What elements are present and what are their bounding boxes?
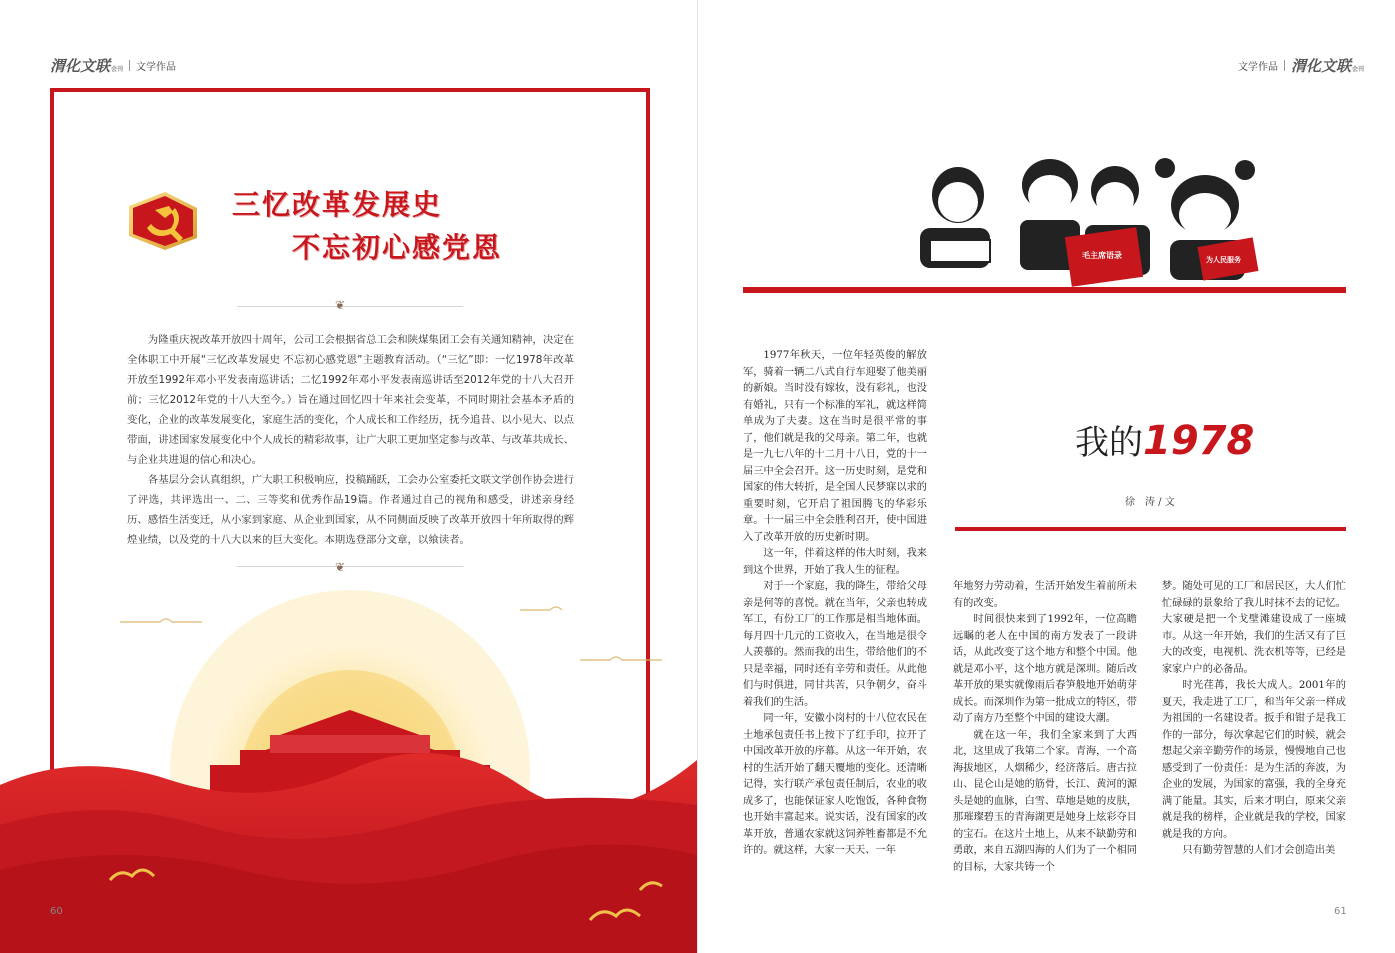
intro-paragraph-1: 为隆重庆祝改革开放四十周年，公司工会根据省总工会和陕煤集团工会有关通知精神，决定在全体职工中开展“三忆改革发展史 不忘初心感党恩”主题教育活动。（“三忆”即：一忆1978年改革开放至1992年邓小平发表南巡讲话；二忆1992年邓小平发表南巡讲话至2012年党的十八大召开前；三忆2012年党的十八大至今。）旨在通过回忆四十年来社会变革，不同时期社会基本矛盾的变化，企业的改革发展变化，家庭生活的变化，个人成长和工作经历，抚今追昔、以小见大、以点带面，讲述国家发展变化中个人成长的精彩故事，让广大职工更加坚定参与改革、与改革共成长、与企业共进退的信心和决心。 [127, 334, 574, 466]
article-column-2 [953, 579, 1137, 876]
byline: 徐 涛 / 文 [1125, 497, 1175, 508]
article-paragraph: 这一年，伴着这样的伟大时刻，我来到这个世界，开始了我人生的征程。 [743, 548, 927, 576]
magazine-logo: 渭化文联会刊 [50, 57, 124, 75]
page-number-left: 60 [50, 906, 63, 917]
right-header [1238, 55, 1364, 76]
story-title-year: 1978 [1143, 418, 1255, 464]
article-paragraph: 就在这一年，我们全家来到了大西北，这里成了我第二个家。青海，一个高海拔地区，人烟稀少，经济落后。唐古拉山、昆仑山是她的筋骨，长江、黄河的源头是她的血脉，白雪、草地是她的皮肤，那璀璨碧玉的青海湖更是她身上炫彩夺目的宝石。在这片土地上，从来不缺勤劳和勇敢，来自五湖四海的人们为了一个相同的目标，大家共铸一个 [953, 729, 1137, 873]
ornament-icon: ❦ [335, 298, 346, 312]
top-divider [237, 306, 463, 307]
feature-title-line-1: 三忆改革发展史 [232, 188, 443, 221]
book-cover-text: 毛主席语录 [1082, 251, 1122, 260]
article-column-1 [743, 348, 927, 860]
party-emblem-icon [125, 188, 201, 254]
book-cover-text-2: 为人民服务 [1206, 256, 1241, 264]
article-paragraph: 年地努力劳动着，生活开始发生着前所未有的改变。 [953, 581, 1137, 609]
story-title: 我的1978 [1075, 418, 1255, 464]
red-rule-top [743, 287, 1346, 293]
sun-tiananmen-illustration [0, 570, 697, 953]
red-rule-middle [955, 527, 1346, 531]
article-paragraph: 对于一个家庭，我的降生，带给父母亲是何等的喜悦。就在当年，父亲也转成军工，有份工厂的工作那是相当地体面。每月四十几元的工资收入，在当地是很令人羡慕的。然而我的出生，带给他们的不只是幸福，同时还有辛劳和责任。从此他们与时俱进，同甘共苦，只争朝夕，奋斗着我们的生活。 [743, 581, 927, 708]
article-paragraph: 梦。随处可见的工厂和居民区，大人们忙忙碌碌的景象给了我儿时抹不去的记忆。大家硬是把一个戈壁滩建设成了一座城市。从这一年开始，我们的生活又有了巨大的改变，电视机、洗衣机等等，已经是家家户户的必备品。 [1162, 581, 1346, 675]
section-label: 文学作品 [136, 62, 177, 73]
children-reading-illustration [900, 150, 1290, 290]
article-paragraph: 1977年秋天，一位年轻英俊的解放军，骑着一辆二八式自行车迎娶了他美丽的新娘。当时没有嫁妆，没有彩礼，也没有婚礼，只有一个标准的军礼，就这样简单成为了夫妻。这在当时是很平常的事了，他们就是我的父母亲。第二年，也就是一九七八年的十二月十八日，党的十一届三中全会召开。这一历史时刻，是党和国家的伟大转折，是全国人民梦寐以求的重要时刻，它开启了祖国腾飞的华彩乐章。十一届三中全会胜利召开，使中国进入了改革开放的历史新时期。 [743, 350, 927, 543]
header-separator [129, 60, 130, 71]
left-header [50, 55, 176, 76]
page-number-right: 61 [1334, 906, 1347, 917]
article-column-3 [1162, 579, 1346, 860]
article-paragraph: 时间很快来到了1992年，一位高瞻远瞩的老人在中国的南方发表了一段讲话，从此改变了这个地方和整个中国。他就是邓小平，这个地方就是深圳。随后改革开放的果实就像雨后春笋般地开始萌芽成长。而深圳作为第一批成立的特区，带动了南方乃至整个中国的建设大潮。 [953, 614, 1137, 724]
intro-paragraph-2: 各基层分会认真组织，广大职工积极响应，投稿踊跃，工会办公室委托文联文学创作协会进行了评选，共评选出一、二、三等奖和优秀作品19篇。作者通过自己的视角和感受，讲述亲身经历、感悟生活变迁，从小家到家庭、从企业到国家，从不同侧面反映了改革开放四十年所取得的辉煌业绩，以及党的十八大以来的巨大变化。本期选登部分文章，以飨读者。 [127, 474, 574, 546]
magazine-logo: 渭化文联会刊 [1291, 57, 1365, 75]
article-paragraph: 时光荏苒，我长大成人。2001年的夏天，我走进了工厂，和当年父亲一样成为祖国的一名建设者。扳手和钳子是我工作的一部分，每次拿起它们的时候，就会想起父亲辛勤劳作的场景，慢慢地自己也感受到了一份责任：是为生活的奔波，为企业的发展，为国家的富强，我的全身充满了能量。其实，后来才明白，原来父亲就是我的榜样，企业就是我的学校，国家就是我的方向。 [1162, 680, 1346, 840]
header-separator [1284, 60, 1285, 71]
feature-title-line-2: 不忘初心感党恩 [292, 231, 503, 264]
article-paragraph: 只有勤劳智慧的人们才会创造出美 [1182, 845, 1336, 856]
article-paragraph: 同一年，安徽小岗村的十八位农民在土地承包责任书上按下了红手印，拉开了中国改革开放的序幕。从这一年开始，农村的生活开始了翻天覆地的变化。还清晰记得，实行联产承包责任制后，农业的收成多了，也能保证家人吃饱饭，各种食物也开始丰富起来。说实话，没有国家的改革开放，普通农家就这饲养牲畜都是不允许的。就这样，大家一天天、一年 [743, 713, 927, 856]
section-label: 文学作品 [1238, 62, 1278, 73]
ornament-icon: ❦ [335, 560, 346, 574]
bottom-divider [237, 566, 463, 567]
